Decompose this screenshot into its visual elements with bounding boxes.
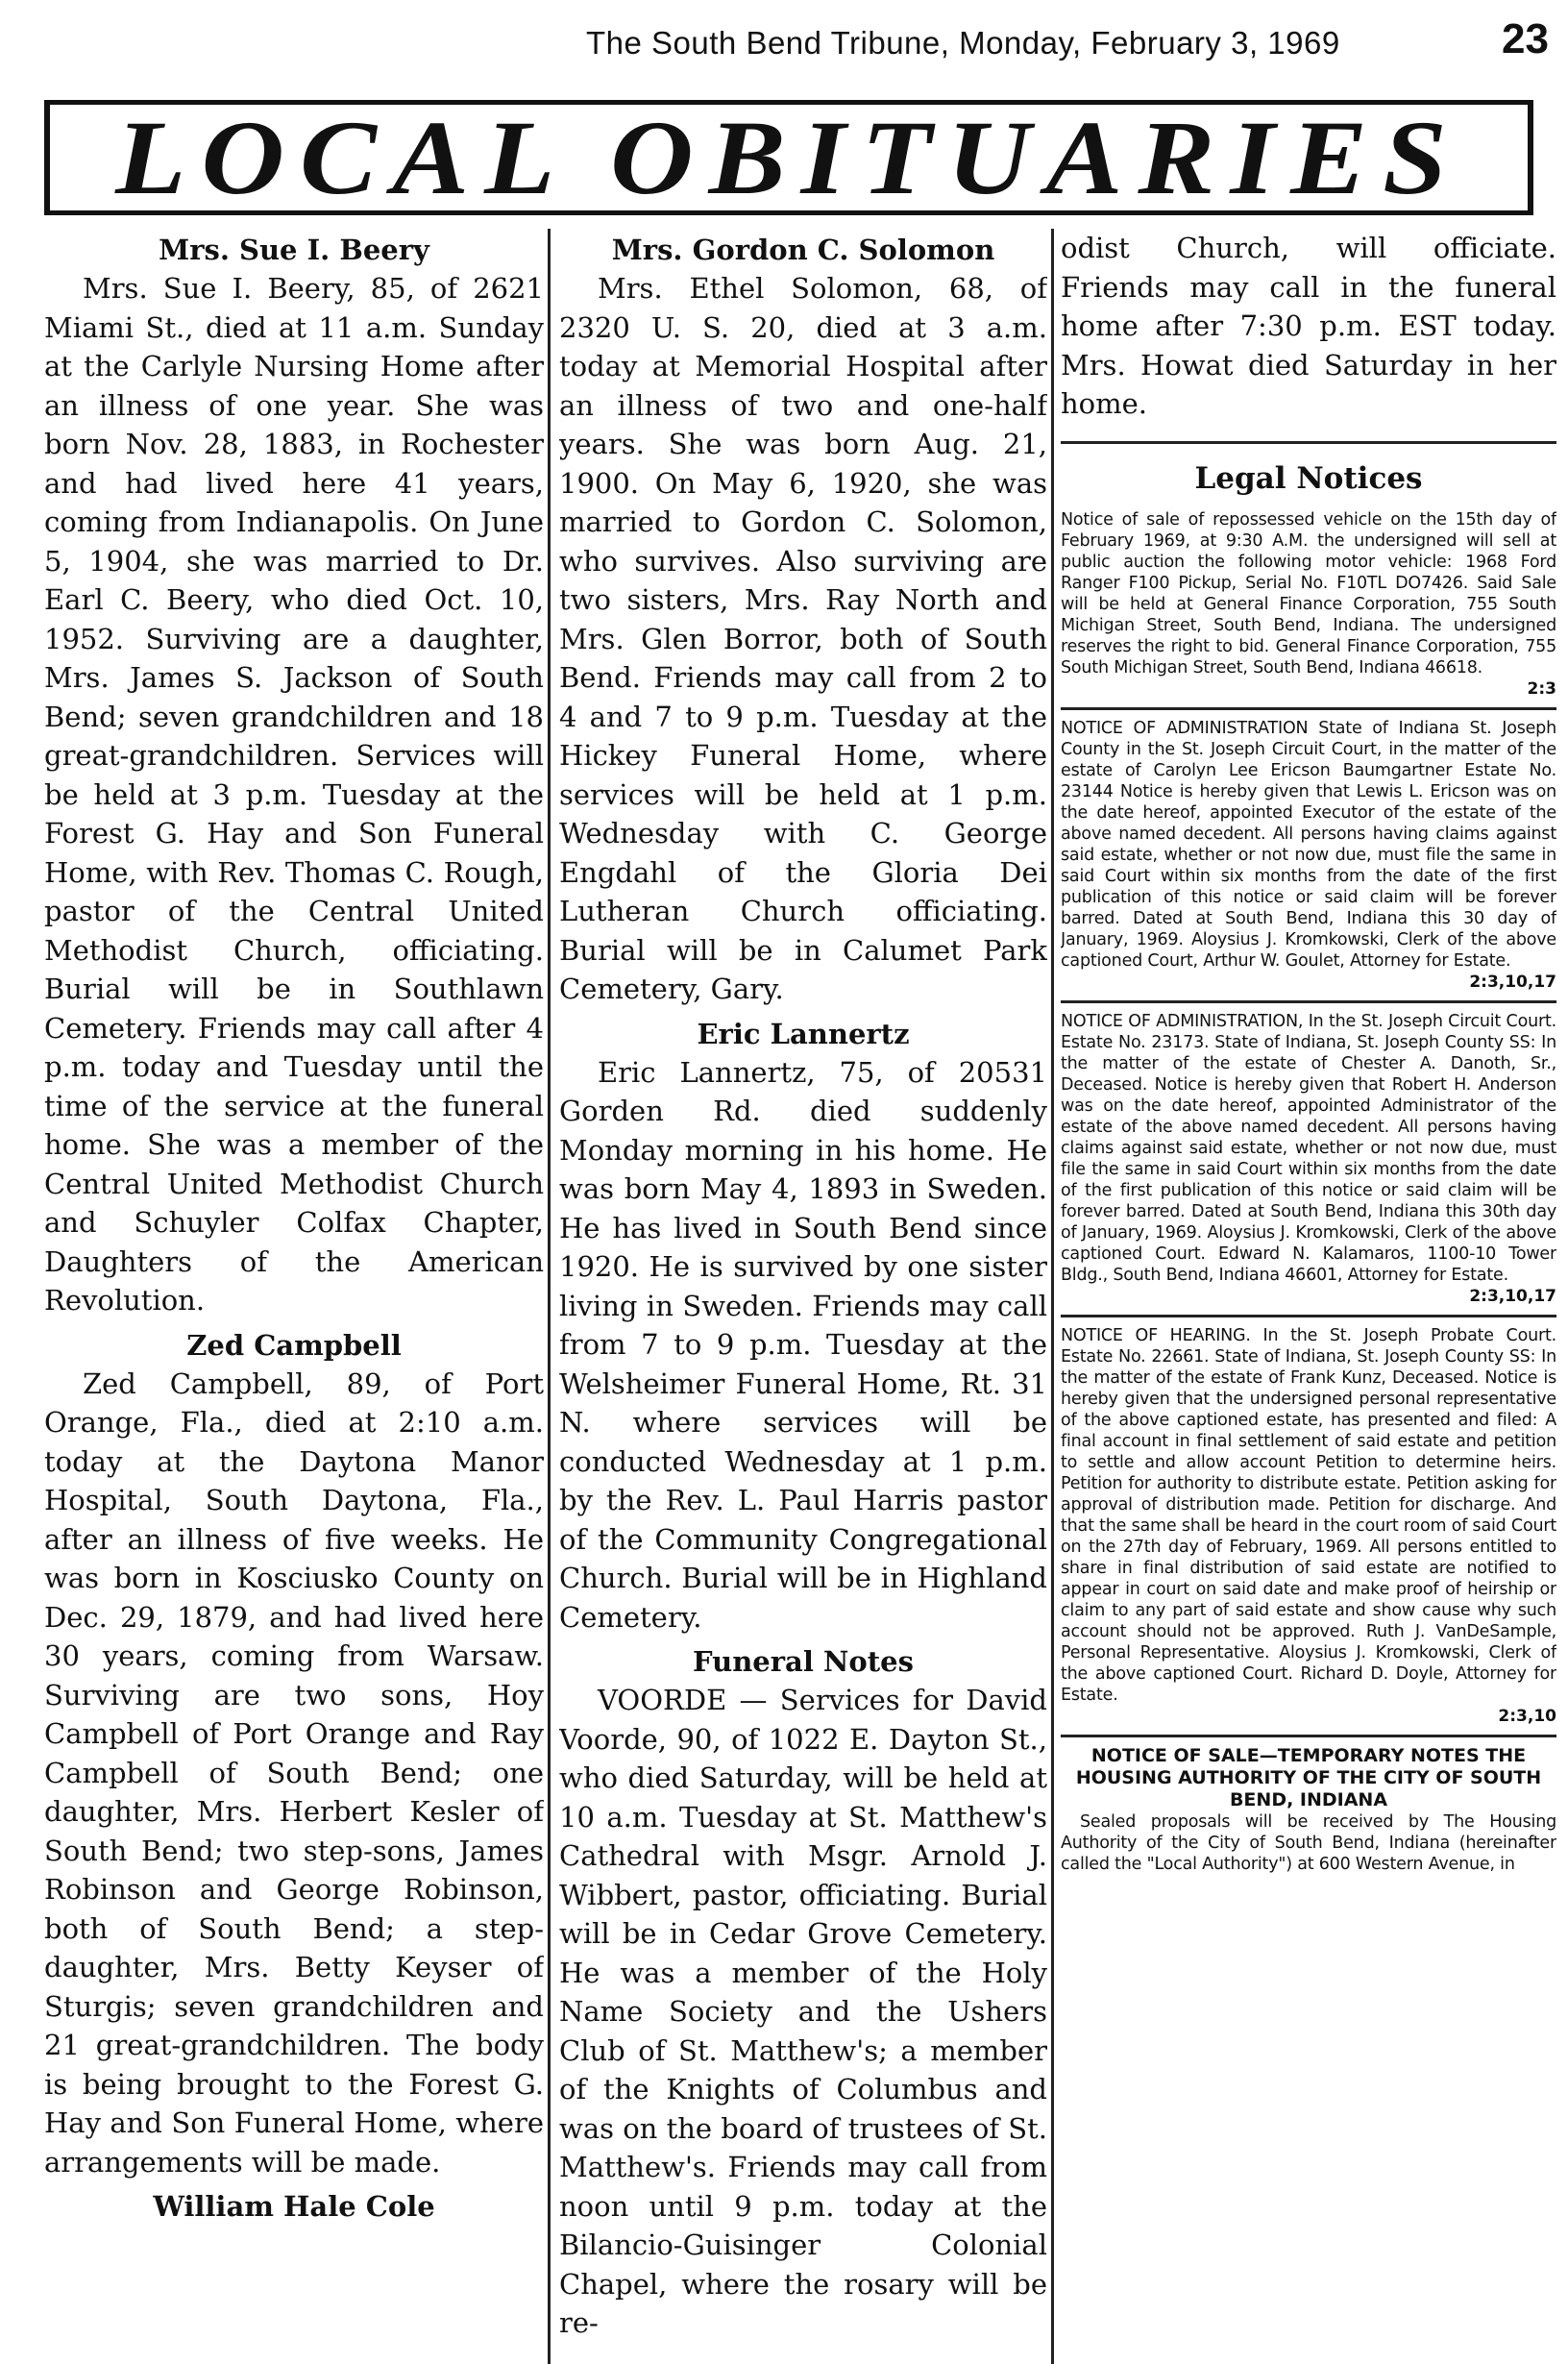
column-right bbox=[1061, 229, 1556, 2364]
column-rule bbox=[548, 229, 551, 2364]
notice-dates: 2:3 bbox=[1527, 678, 1556, 699]
obituary-heading: Eric Lannertz bbox=[697, 1017, 910, 1050]
legal-notice: NOTICE OF ADMINISTRATION State of Indiana St. Joseph County in the St. Joseph Circuit Court, in the matter of the estate of Carolyn Lee Ericson Baumgartner Estate No. 23144 Notice is hereby given that Lewis L. Ericson was on the date hereof, appointed Executor of the estate of the above named decedent. All persons having claims against said estate, whether or not now due, must file the same in said Court within six months from the date of the first publication of this notice or said claim will be forever barred. Dated at South Bend, Indiana this 30 day of January, 1969. Aloysius J. Kromkowski, Clerk of the above captioned Court, Arthur W. Goulet, Attorney for Estate. bbox=[1061, 718, 1556, 971]
obituary-heading: Mrs. Sue I. Beery bbox=[159, 234, 429, 266]
legal-notice: Sealed proposals will be received by The Housing Authority of the City of South Bend, Indiana (hereinafter called the "Local Authority") at 600 Western Avenue, in bbox=[1061, 1811, 1556, 1874]
obituary-text: Eric Lannertz, 75, of 20531 Gorden Rd. died suddenly Monday morning in his home. He was born May 4, 1893 in Sweden. He has lived in South Bend since 1920. He is survived by one sister living in Sweden. Friends may call from 7 to 9 p.m. Tuesday at the Welsheimer Funeral Home, Rt. 31 N. where services will be conducted Wednesday at 1 p.m. by the Rev. L. Paul Harris pastor of the Community Congregational Church. Burial will be in Highland Cemetery. bbox=[559, 1055, 1047, 1634]
obituary-heading: William Hale Cole bbox=[153, 2190, 435, 2223]
funeral-notes-heading: Funeral Notes bbox=[693, 1645, 914, 1678]
obituary-heading: Zed Campbell bbox=[186, 1328, 402, 1362]
section-divider bbox=[1061, 441, 1556, 444]
column-rule bbox=[1051, 229, 1054, 2364]
obituary-heading: Mrs. Gordon C. Solomon bbox=[611, 234, 995, 266]
legal-notices-heading: Legal Notices bbox=[1194, 460, 1423, 496]
masthead-text: The South Bend Tribune, Monday, February 3, 1969 bbox=[586, 25, 1340, 61]
notice-divider bbox=[1061, 1315, 1556, 1317]
legal-notice: Notice of sale of repossessed vehicle on the 15th day of February 1969, at 9:30 A.M. the undersigned will sell at public auction the following motor vehicle: 1968 Ford Ranger F100 Pickup, Serial No. F10TL DO7426. Said Sale will be held at General Finance Corporation, 755 South Michigan Street, South Bend, Indiana. The undersigned reserves the right to bid. General Finance Corporation, 755 South Michigan Street, South Bend, Indiana 46618. bbox=[1061, 509, 1556, 677]
section-banner bbox=[44, 100, 1533, 215]
legal-notice: NOTICE OF ADMINISTRATION, In the St. Joseph Circuit Court. Estate No. 23173. State of Indiana, St. Joseph County SS: In the matter of the estate of Chester A. Danoth, Sr., Deceased. Notice is hereby given that Robert H. Anderson was on the date hereof, appointed Administrator of the estate of the above named decedent. All persons having claims against said estate, whether or not now due, must file the same in said Court within six months from the date of the first publication of this notice or said claim will be forever barred. Dated at South Bend, Indiana this 30th day of January, 1969. Aloysius J. Kromkowski, Clerk of the above captioned Court. Edward N. Kalamaros, 1100-10 Tower Bldg., South Bend, Indiana 46601, Attorney for Estate. bbox=[1061, 1011, 1556, 1285]
obituary-text: Zed Campbell, 89, of Port Orange, Fla., died at 2:10 a.m. today at the Daytona Manor Hospital, South Daytona, Fla., after an illness of five weeks. He was born in Kosciusko County on Dec. 29, 1879, and had lived here 30 years, coming from Warsaw. Surviving are two sons, Hoy Campbell of Port Orange and Ray Campbell of South Bend; one daughter, Mrs. Herbert Kesler of South Bend; two step-sons, James Robinson and George Robinson, both of South Bend; a step-daughter, Mrs. Betty Keyser of Sturgis; seven grandchildren and 21 great-grandchildren. The body is being brought to the Forest G. Hay and Son Funeral Home, where arrangements will be made. bbox=[44, 1367, 544, 2179]
notice-dates: 2:3,10,17 bbox=[1469, 1286, 1556, 1306]
notice-divider bbox=[1061, 707, 1556, 710]
notice-dates: 2:3,10 bbox=[1498, 1706, 1556, 1726]
masthead-bar bbox=[38, 12, 1556, 69]
notice-divider bbox=[1061, 1000, 1556, 1003]
legal-notice: NOTICE OF HEARING. In the St. Joseph Probate Court. Estate No. 22661. State of Indiana, St. Joseph County SS: In the matter of the estate of Frank Kunz, Deceased. Notice is hereby given that the undersigned personal representative of the above captioned estate, has presented and filed: A final account in final settlement of said estate and petition to settle and allow account Petition to determine heirs. Petition for authority to distribute estate. Petition asking for approval of distribution made. Petition for discharge. And that the same shall be heard in the court room of said Court on the 27th day of February, 1969. All persons entitled to share in final distribution of said estate are notified to appear in court on said date and make proof of heirship or claim to any part of said estate and show cause why such account should not be approved. Ruth J. VanDeSample, Personal Representative. Aloysius J. Kromkowski, Clerk of the above captioned Court. Richard D. Doyle, Attorney for Estate. bbox=[1061, 1325, 1556, 1705]
notice-dates: 2:3,10,17 bbox=[1469, 972, 1556, 992]
funeral-notes-text: VOORDE — Services for David Voorde, 90, of 1022 E. Dayton St., who died Saturday, will be held at 10 a.m. Tuesday at St. Matthew's Cathedral with Msgr. Arnold J. Wibbert, pastor, officiating. Burial will be in Cedar Grove Cemetery. He was a member of the Holy Name Society and the Ushers Club of St. Matthew's; a member of the Knights of Columbus and was on the board of trustees of St. Matthew's. Friends may call from noon until 9 p.m. today at the Bilancio-Guisinger Colonial Chapel, where the rosary will be re- bbox=[559, 1684, 1047, 2339]
continued-text: odist Church, will officiate. Friends may call in the funeral home after 7:30 p.m. EST today. Mrs. Howat died Saturday in her home. bbox=[1061, 232, 1556, 420]
obituary-text: Mrs. Sue I. Beery, 85, of 2621 Miami St., died at 11 a.m. Sunday at the Carlyle Nursing Home after an illness of one year. She was born Nov. 28, 1883, in Rochester and had lived here 41 years, coming from Indianapolis. On June 5, 1904, she was married to Dr. Earl C. Beery, who died Oct. 10, 1952. Surviving are a daughter, Mrs. James S. Jackson of South Bend; seven grandchildren and 18 great-grandchildren. Services will be held at 3 p.m. Tuesday at the Forest G. Hay and Son Funeral Home, with Rev. Thomas C. Rough, pastor of the Central United Methodist Church, officiating. Burial will be in Southlawn Cemetery. Friends may call after 4 p.m. today and Tuesday until the time of the service at the funeral home. She was a member of the Central United Methodist Church and Schuyler Colfax Chapter, Daughters of the American Revolution. bbox=[44, 272, 544, 1317]
obituary-text: Mrs. Ethel Solomon, 68, of 2320 U. S. 20, died at 3 a.m. today at Memorial Hospital after an illness of two and one-half years. She was born Aug. 21, 1900. On May 6, 1920, she was married to Gordon C. Solomon, who survives. Also surviving are two sisters, Mrs. Ray North and Mrs. Glen Borror, both of South Bend. Friends may call from 2 to 4 and 7 to 9 p.m. Tuesday at the Hickey Funeral Home, where services will be held at 1 p.m. Wednesday with C. George Engdahl of the Gloria Dei Lutheran Church officiating. Burial will be in Calumet Park Cemetery, Gary. bbox=[559, 272, 1047, 1005]
section-title: LOCAL OBITUARIES bbox=[115, 98, 1462, 216]
notice-divider bbox=[1061, 1735, 1556, 1737]
column-middle bbox=[559, 229, 1047, 2364]
notice-title: NOTICE OF SALE—TEMPORARY NOTES THE HOUSING AUTHORITY OF THE CITY OF SOUTH BEND, INDIANA bbox=[1075, 1744, 1542, 1810]
page-number: 23 bbox=[1502, 15, 1549, 62]
column-left bbox=[44, 229, 544, 2364]
